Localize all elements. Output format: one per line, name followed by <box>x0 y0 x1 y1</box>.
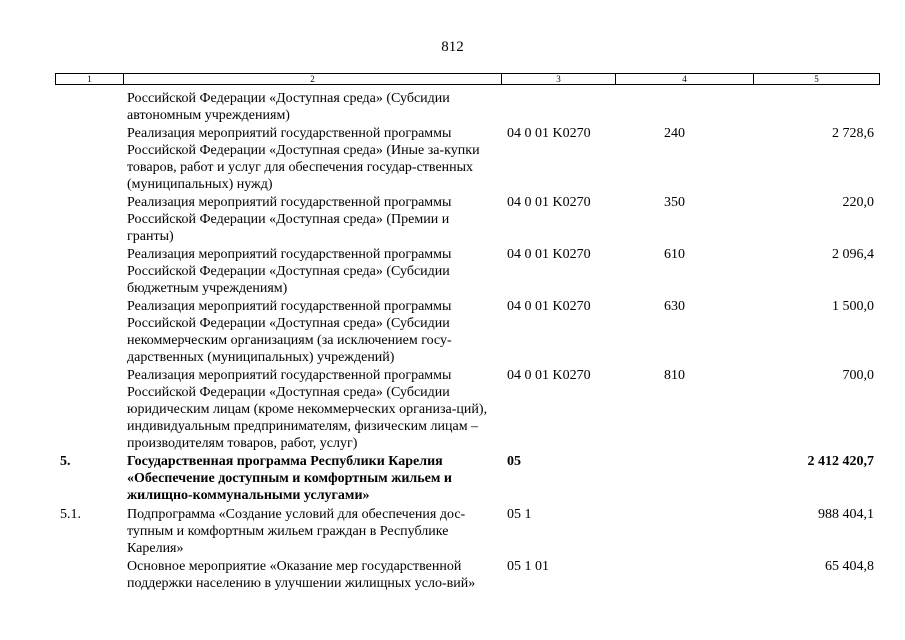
row-name: Реализация мероприятий государственной программы Российской Федерации «Доступная среда» (Субсидии бюджетным учреждениям) <box>127 247 452 296</box>
row-sum: 700,0 <box>842 368 874 383</box>
table-header-row <box>55 73 880 85</box>
row-number: 5. <box>60 454 71 469</box>
row-code: 05 1 01 <box>507 559 549 574</box>
table-row-program <box>0 453 905 504</box>
row-name: Российской Федерации «Доступная среда» (Субсидии автономным учреждениям) <box>127 91 450 123</box>
row-expense-type: 240 <box>664 126 685 141</box>
row-name: Реализация мероприятий государственной программы Российской Федерации «Доступная среда» (Субсидии некоммерческим организациям (за исключением госу-дарственных (муниципальных) учреждений) <box>127 299 452 365</box>
table-row <box>0 90 905 124</box>
page-number: 812 <box>441 39 464 55</box>
row-number: 5.1. <box>60 507 81 522</box>
row-code: 05 1 <box>507 507 532 522</box>
header-col-3: 3 <box>502 74 616 84</box>
row-sum: 220,0 <box>842 195 874 210</box>
table-row <box>0 125 905 193</box>
header-col-4: 4 <box>616 74 754 84</box>
table-row <box>0 194 905 245</box>
header-col-2: 2 <box>124 74 502 84</box>
row-sum: 2 096,4 <box>832 247 874 262</box>
header-col-5: 5 <box>814 74 819 84</box>
row-name: Подпрограмма «Создание условий для обеспечения дос-тупным и комфортным жильем граждан в Республике Карелия» <box>127 507 466 556</box>
row-sum: 2 412 420,7 <box>807 454 874 469</box>
row-sum: 2 728,6 <box>832 126 874 141</box>
header-col-1: 1 <box>56 74 124 84</box>
row-name: Реализация мероприятий государственной программы Российской Федерации «Доступная среда» (Премии и гранты) <box>127 195 452 244</box>
row-expense-type: 810 <box>664 368 685 383</box>
table-row <box>0 558 905 592</box>
row-expense-type: 350 <box>664 195 685 210</box>
row-code: 04 0 01 K0270 <box>507 247 591 262</box>
table-row-subprogram <box>0 506 905 557</box>
row-name: Реализация мероприятий государственной программы Российской Федерации «Доступная среда» (Иные за-купки товаров, работ и услуг для обеспечения государ-ственных (муниципальных) нужд) <box>127 126 480 192</box>
row-code: 04 0 01 K0270 <box>507 126 591 141</box>
row-name: Государственная программа Республики Карелия «Обеспечение доступным и комфортным жильем и жилищно-коммунальными услугами» <box>127 454 452 503</box>
table-row <box>0 367 905 452</box>
row-code: 05 <box>507 454 521 469</box>
table-row <box>0 246 905 297</box>
row-sum: 1 500,0 <box>832 299 874 314</box>
row-sum: 988 404,1 <box>818 507 874 522</box>
row-expense-type: 610 <box>664 247 685 262</box>
row-code: 04 0 01 K0270 <box>507 299 591 314</box>
row-expense-type: 630 <box>664 299 685 314</box>
row-code: 04 0 01 K0270 <box>507 368 591 383</box>
table-body <box>0 90 905 592</box>
row-code: 04 0 01 K0270 <box>507 195 591 210</box>
row-sum: 65 404,8 <box>825 559 874 574</box>
table-row <box>0 298 905 366</box>
row-name: Реализация мероприятий государственной программы Российской Федерации «Доступная среда» (Субсидии юридическим лицам (кроме некоммерческих организа-ций), индивидуальным предпринимателям, физическим лицам – производителям товаров, работ, услуг) <box>127 368 488 451</box>
row-name: Основное мероприятие «Оказание мер государственной поддержки населению в улучшении жилищных усло-вий» <box>127 559 476 591</box>
